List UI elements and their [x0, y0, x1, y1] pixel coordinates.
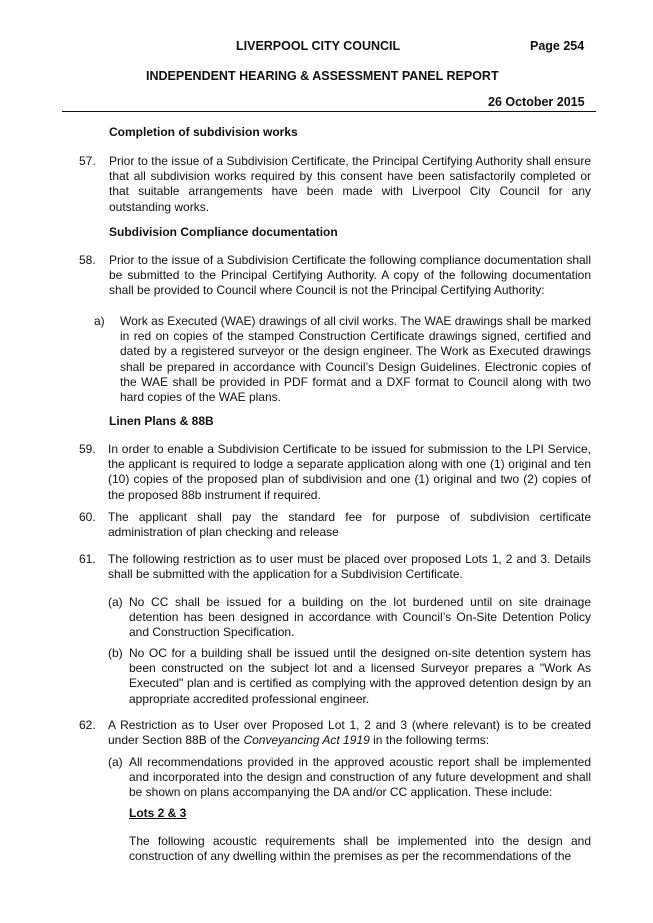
clause-58-a-label: a) [94, 314, 105, 328]
clause-text-58: Prior to the issue of a Subdivision Certificate the following compliance documentation shall be submitted to the Principal Certifying Authority. A copy of the following documentation shall be provided to Council where Council is not the Principal Certifying Authority: [109, 253, 591, 298]
clause-number-60: 60. [79, 510, 96, 524]
clause-61-a-text: No CC shall be issued for a building on the lot burdened until on site drainage detention has been designed in accordance with Council’s On-Site Detention Policy and Construction Specification. [129, 595, 591, 640]
section-heading-linen: Linen Plans & 88B [109, 414, 214, 428]
report-date: 26 October 2015 [488, 95, 585, 109]
clause-62-a-text: All recommendations provided in the approved acoustic report shall be implemented and incorporated into the design and construction of any future development and shall be shown on plans accompanying the DA and/or CC application. These include: [129, 755, 591, 800]
clause-62-text-after: in the following terms: [369, 733, 490, 748]
section-heading-completion: Completion of subdivision works [109, 125, 298, 139]
clause-number-62: 62. [79, 718, 96, 732]
clause-58-a-text: Work as Executed (WAE) drawings of all civil works. The WAE drawings shall be marked in red on copies of the stamped Construction Certificate drawings signed, certified and dated by a registered surveyor or the design engineer. The Work as Executed drawings shall be prepared in accordance with Council’s Design Guidelines. Electronic copies of the WAE shall be provided in PDF format and a DXF format to Council along with two hard copies of the WAE plans. [120, 314, 591, 405]
page-number: Page 254 [530, 39, 585, 53]
clause-number-59: 59. [79, 442, 96, 456]
clause-text-60: The applicant shall pay the standard fee for purpose of subdivision certificate administration of plan checking and release [108, 510, 591, 540]
clause-61-b-text: No OC for a building shall be issued until the designed on-site detention system has been constructed on the subject lot and a licensed Surveyor prepares a "Work As Executed" plan and is certified as complying with the approved detention design by an appropriate accredited professional engineer. [129, 646, 591, 706]
clause-62-text-before: A Restriction as to User over Proposed Lot 1, 2 and 3 (where relevant) is to be created under Section 88B of the [108, 718, 591, 748]
clause-number-61: 61. [79, 552, 96, 566]
report-title: INDEPENDENT HEARING & ASSESSMENT PANEL REPORT [146, 69, 499, 83]
clause-61-b-label: (b) [108, 646, 123, 660]
act-name: Conveyancing Act 1919 [243, 733, 370, 748]
section-heading-lots: Lots 2 & 3 [129, 806, 187, 820]
clause-62-a-label: (a) [108, 755, 123, 769]
section-heading-compliance: Subdivision Compliance documentation [109, 225, 338, 239]
header-divider [62, 111, 596, 112]
clause-text-62 [108, 718, 591, 748]
clause-text-57: Prior to the issue of a Subdivision Certificate, the Principal Certifying Authority shall ensure that all subdivision works required by this consent have been satisfactorily completed or that suitable arrangements have been made with Liverpool City Council for any outstanding works. [109, 154, 591, 214]
clause-text-59: In order to enable a Subdivision Certificate to be issued for submission to the LPI Service, the applicant is required to lodge a separate application along with one (1) original and ten (10) copies of the proposed plan of subdivision and one (1) original and two (2) copies of the proposed 88b instrument if required. [108, 442, 591, 502]
clause-61-a-label: (a) [108, 595, 123, 609]
clause-number-58: 58. [79, 253, 96, 267]
clause-number-57: 57. [79, 154, 96, 168]
clause-text-61: The following restriction as to user must be placed over proposed Lots 1, 2 and 3. Details shall be submitted with the application for a Subdivision Certificate. [108, 552, 591, 582]
council-name: LIVERPOOL CITY COUNCIL [236, 39, 401, 53]
acoustic-requirements-text: The following acoustic requirements shall be implemented into the design and construction of any dwelling within the premises as per the recommendations of the [129, 834, 591, 864]
